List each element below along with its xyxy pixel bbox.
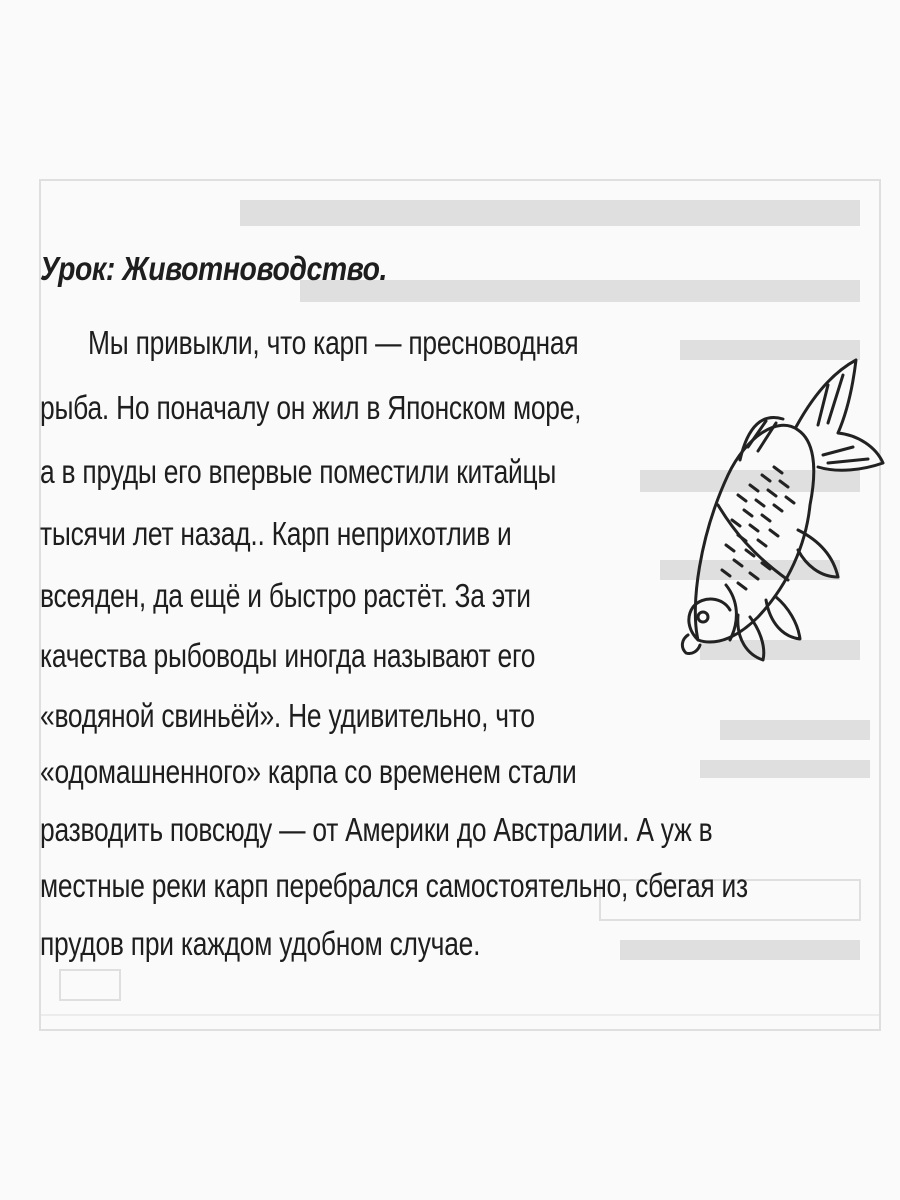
carp-fish-icon [678, 355, 888, 675]
paragraph-line: «одомашненного» карпа со временем стали [40, 753, 577, 790]
paragraph-line: рыба. Но поначалу он жил в Японском море, [40, 389, 582, 426]
paragraph-line: разводить повсюду — от Америки до Австралии. А уж в [40, 811, 713, 848]
lesson-title: Урок: Животноводство. [40, 250, 387, 287]
paragraph-line: Мы привыкли, что карп — пресноводная [88, 324, 579, 361]
paragraph-line: качества рыбоводы иногда называют его [40, 637, 536, 674]
paragraph-line: а в пруды его впервые поместили китайцы [40, 453, 557, 490]
paragraph-line: всеяден, да ещё и быстро растёт. За эти [40, 577, 531, 614]
paragraph-line: «водяной свиньёй». Не удивительно, что [40, 697, 535, 734]
paragraph-line: местные реки карп перебрался самостоятельно, сбегая из [40, 867, 748, 904]
paragraph-line: прудов при каждом удобном случае. [40, 925, 481, 962]
paragraph-line: тысячи лет назад.. Карп неприхотлив и [40, 515, 512, 552]
